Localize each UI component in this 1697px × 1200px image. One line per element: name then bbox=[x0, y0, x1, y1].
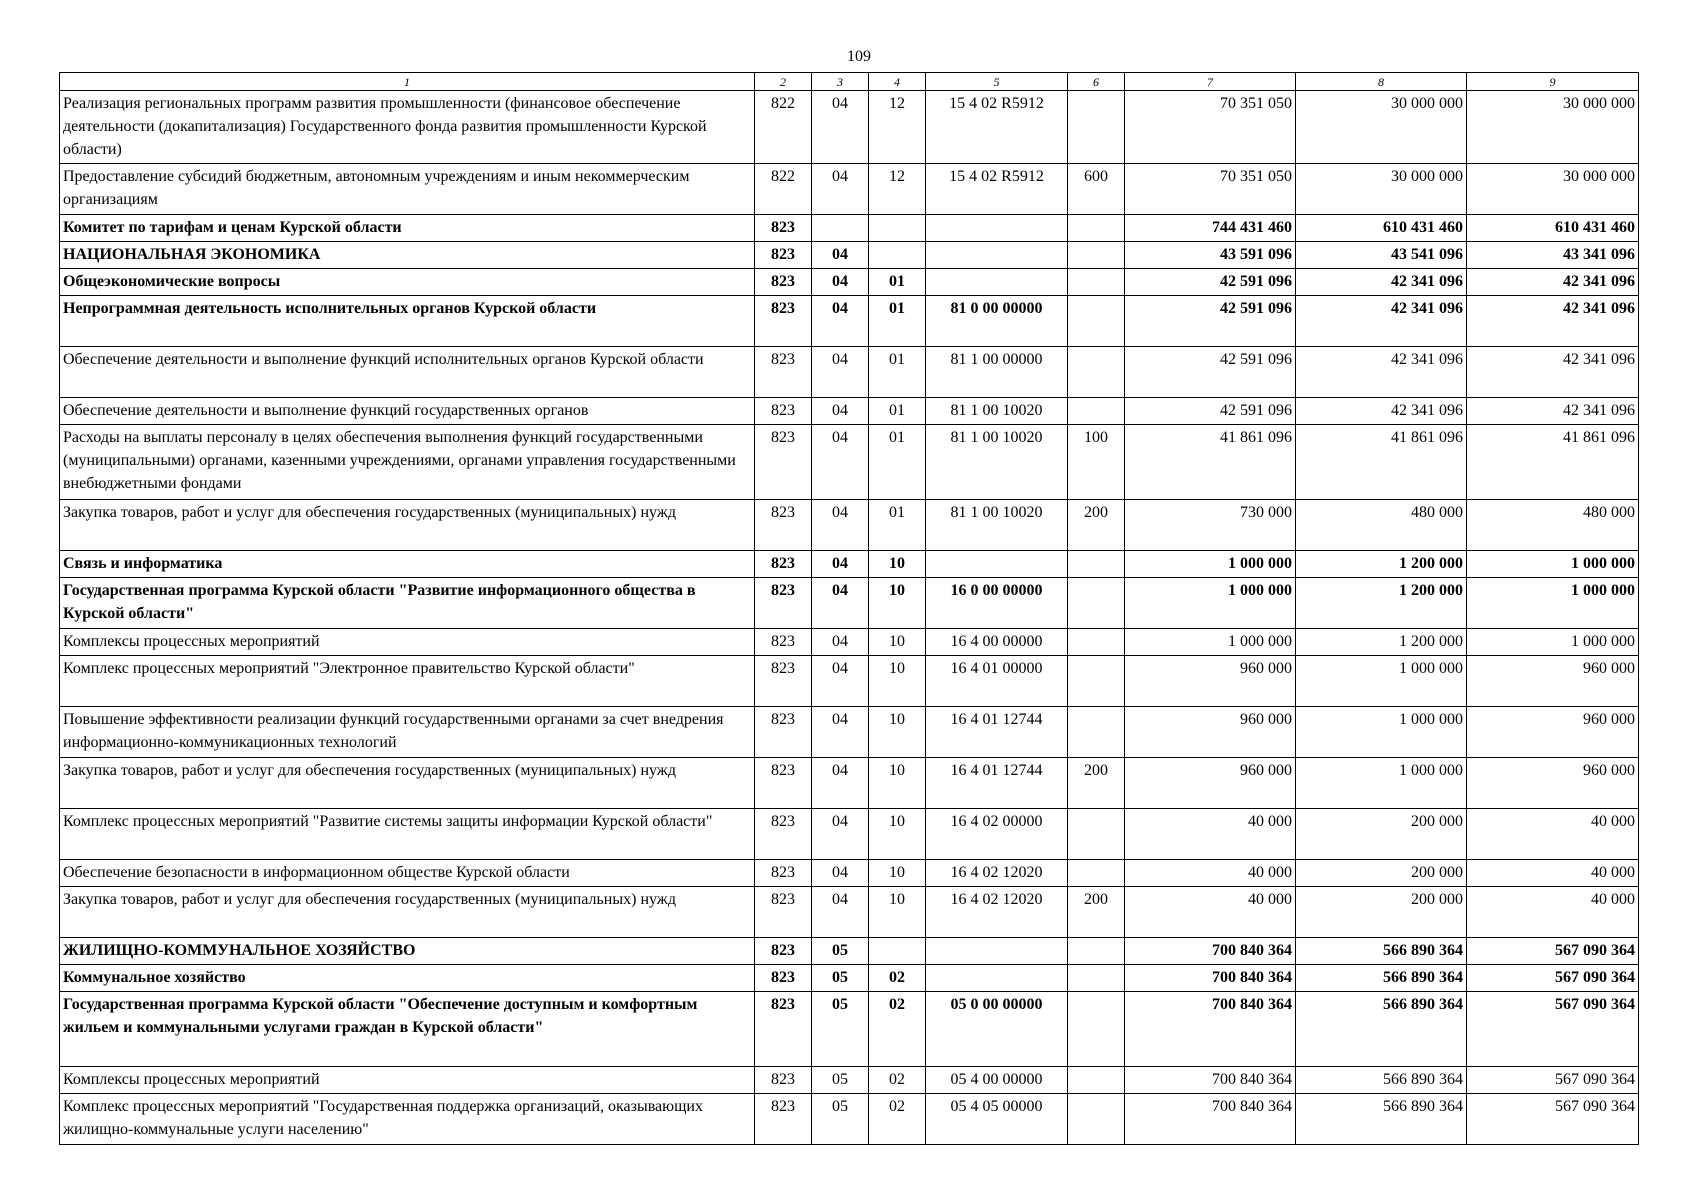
cell-ministry-code: 823 bbox=[755, 992, 812, 1067]
table-row bbox=[60, 269, 1639, 296]
cell-subsection-code: 10 bbox=[869, 656, 926, 707]
cell-amount-year-2: 200 000 bbox=[1296, 860, 1467, 887]
cell-amount-year-1: 744 431 460 bbox=[1125, 215, 1296, 242]
table-header-row bbox=[60, 73, 1639, 91]
cell-target-article: 81 1 00 00000 bbox=[926, 347, 1068, 398]
cell-description: Реализация региональных программ развития промышленности (финансовое обеспечение деятельности (докапитализация) Государственного фонда развития промышленности Курской области) bbox=[60, 91, 755, 164]
cell-target-article bbox=[926, 965, 1068, 992]
cell-subsection-code: 10 bbox=[869, 551, 926, 578]
cell-ministry-code: 823 bbox=[755, 887, 812, 938]
cell-target-article: 81 1 00 10020 bbox=[926, 500, 1068, 551]
header-cell-col-1: 1 bbox=[60, 73, 755, 91]
cell-target-article: 16 4 01 00000 bbox=[926, 656, 1068, 707]
cell-description: Комплекс процессных мероприятий "Государственная поддержка организаций, оказывающих жилищно-коммунальные услуги населению" bbox=[60, 1094, 755, 1145]
cell-target-article: 16 4 01 12744 bbox=[926, 707, 1068, 758]
cell-amount-year-3: 567 090 364 bbox=[1467, 1067, 1639, 1094]
cell-section-code: 04 bbox=[812, 425, 869, 500]
table-row bbox=[60, 296, 1639, 347]
cell-subsection-code: 10 bbox=[869, 629, 926, 656]
cell-description: Обеспечение деятельности и выполнение функций государственных органов bbox=[60, 398, 755, 425]
cell-section-code: 04 bbox=[812, 500, 869, 551]
cell-expense-type bbox=[1068, 707, 1125, 758]
cell-amount-year-1: 700 840 364 bbox=[1125, 992, 1296, 1067]
cell-expense-type bbox=[1068, 269, 1125, 296]
cell-expense-type bbox=[1068, 938, 1125, 965]
cell-subsection-code: 01 bbox=[869, 269, 926, 296]
table-row bbox=[60, 707, 1639, 758]
cell-amount-year-1: 700 840 364 bbox=[1125, 1067, 1296, 1094]
cell-ministry-code: 823 bbox=[755, 398, 812, 425]
cell-section-code: 04 bbox=[812, 269, 869, 296]
cell-amount-year-3: 42 341 096 bbox=[1467, 296, 1639, 347]
cell-target-article: 15 4 02 R5912 bbox=[926, 91, 1068, 164]
cell-target-article: 15 4 02 R5912 bbox=[926, 164, 1068, 215]
cell-amount-year-1: 1 000 000 bbox=[1125, 551, 1296, 578]
cell-ministry-code: 822 bbox=[755, 164, 812, 215]
cell-amount-year-3: 960 000 bbox=[1467, 656, 1639, 707]
table-row bbox=[60, 347, 1639, 398]
cell-ministry-code: 823 bbox=[755, 425, 812, 500]
cell-target-article: 05 4 00 00000 bbox=[926, 1067, 1068, 1094]
cell-section-code: 04 bbox=[812, 347, 869, 398]
header-cell-col-6: 6 bbox=[1068, 73, 1125, 91]
cell-description: Связь и информатика bbox=[60, 551, 755, 578]
cell-expense-type bbox=[1068, 398, 1125, 425]
cell-section-code: 05 bbox=[812, 1067, 869, 1094]
cell-expense-type bbox=[1068, 551, 1125, 578]
cell-expense-type bbox=[1068, 629, 1125, 656]
cell-expense-type bbox=[1068, 860, 1125, 887]
cell-section-code: 04 bbox=[812, 809, 869, 860]
cell-amount-year-2: 566 890 364 bbox=[1296, 1067, 1467, 1094]
cell-subsection-code: 01 bbox=[869, 296, 926, 347]
table-row bbox=[60, 1067, 1639, 1094]
table-row bbox=[60, 992, 1639, 1067]
table-row bbox=[60, 1094, 1639, 1145]
cell-description: Расходы на выплаты персоналу в целях обеспечения выполнения функций государственными (муниципальными) органами, казенными учреждениями, органами управления государственными внебюджетными фондами bbox=[60, 425, 755, 500]
cell-amount-year-2: 1 000 000 bbox=[1296, 758, 1467, 809]
cell-amount-year-3: 40 000 bbox=[1467, 887, 1639, 938]
cell-description: Комплекс процессных мероприятий "Развитие системы защиты информации Курской области" bbox=[60, 809, 755, 860]
cell-description: Государственная программа Курской области "Развитие информационного общества в Курской области" bbox=[60, 578, 755, 629]
table-row bbox=[60, 578, 1639, 629]
cell-subsection-code: 10 bbox=[869, 707, 926, 758]
cell-amount-year-2: 566 890 364 bbox=[1296, 938, 1467, 965]
cell-target-article: 16 4 00 00000 bbox=[926, 629, 1068, 656]
cell-subsection-code: 10 bbox=[869, 809, 926, 860]
cell-ministry-code: 823 bbox=[755, 656, 812, 707]
header-cell-col-8: 8 bbox=[1296, 73, 1467, 91]
cell-description: НАЦИОНАЛЬНАЯ ЭКОНОМИКА bbox=[60, 242, 755, 269]
cell-amount-year-2: 1 000 000 bbox=[1296, 656, 1467, 707]
cell-ministry-code: 823 bbox=[755, 215, 812, 242]
cell-ministry-code: 823 bbox=[755, 551, 812, 578]
cell-section-code: 05 bbox=[812, 965, 869, 992]
table-row bbox=[60, 500, 1639, 551]
cell-subsection-code: 01 bbox=[869, 425, 926, 500]
cell-section-code: 04 bbox=[812, 164, 869, 215]
cell-amount-year-1: 43 591 096 bbox=[1125, 242, 1296, 269]
cell-amount-year-3: 480 000 bbox=[1467, 500, 1639, 551]
cell-amount-year-2: 30 000 000 bbox=[1296, 91, 1467, 164]
cell-amount-year-2: 480 000 bbox=[1296, 500, 1467, 551]
table-row bbox=[60, 887, 1639, 938]
cell-amount-year-2: 1 200 000 bbox=[1296, 629, 1467, 656]
cell-amount-year-3: 30 000 000 bbox=[1467, 91, 1639, 164]
cell-amount-year-2: 1 000 000 bbox=[1296, 707, 1467, 758]
table-row bbox=[60, 215, 1639, 242]
table-row bbox=[60, 551, 1639, 578]
cell-ministry-code: 823 bbox=[755, 938, 812, 965]
cell-amount-year-1: 42 591 096 bbox=[1125, 398, 1296, 425]
table-row bbox=[60, 164, 1639, 215]
cell-subsection-code: 10 bbox=[869, 887, 926, 938]
cell-amount-year-1: 70 351 050 bbox=[1125, 91, 1296, 164]
cell-amount-year-1: 700 840 364 bbox=[1125, 1094, 1296, 1145]
cell-target-article bbox=[926, 551, 1068, 578]
cell-subsection-code: 02 bbox=[869, 992, 926, 1067]
cell-description: Обеспечение деятельности и выполнение функций исполнительных органов Курской области bbox=[60, 347, 755, 398]
cell-description: Государственная программа Курской области "Обеспечение доступным и комфортным жильем и коммунальными услугами граждан в Курской области" bbox=[60, 992, 755, 1067]
cell-description: Закупка товаров, работ и услуг для обеспечения государственных (муниципальных) нужд bbox=[60, 758, 755, 809]
cell-subsection-code: 01 bbox=[869, 398, 926, 425]
cell-amount-year-3: 1 000 000 bbox=[1467, 629, 1639, 656]
header-cell-col-4: 4 bbox=[869, 73, 926, 91]
cell-subsection-code: 12 bbox=[869, 164, 926, 215]
cell-target-article: 16 4 01 12744 bbox=[926, 758, 1068, 809]
cell-amount-year-3: 1 000 000 bbox=[1467, 551, 1639, 578]
cell-amount-year-1: 40 000 bbox=[1125, 809, 1296, 860]
table-row bbox=[60, 425, 1639, 500]
cell-target-article: 81 1 00 10020 bbox=[926, 398, 1068, 425]
cell-ministry-code: 823 bbox=[755, 500, 812, 551]
cell-section-code: 04 bbox=[812, 551, 869, 578]
cell-expense-type bbox=[1068, 242, 1125, 269]
cell-subsection-code: 01 bbox=[869, 347, 926, 398]
cell-section-code: 04 bbox=[812, 91, 869, 164]
cell-subsection-code: 01 bbox=[869, 500, 926, 551]
cell-section-code: 04 bbox=[812, 707, 869, 758]
cell-amount-year-3: 567 090 364 bbox=[1467, 938, 1639, 965]
cell-amount-year-3: 1 000 000 bbox=[1467, 578, 1639, 629]
cell-amount-year-3: 567 090 364 bbox=[1467, 965, 1639, 992]
table-row bbox=[60, 91, 1639, 164]
cell-ministry-code: 823 bbox=[755, 578, 812, 629]
cell-subsection-code bbox=[869, 938, 926, 965]
cell-expense-type: 600 bbox=[1068, 164, 1125, 215]
cell-section-code: 05 bbox=[812, 938, 869, 965]
cell-expense-type bbox=[1068, 809, 1125, 860]
cell-amount-year-1: 730 000 bbox=[1125, 500, 1296, 551]
table-row bbox=[60, 629, 1639, 656]
cell-ministry-code: 823 bbox=[755, 1067, 812, 1094]
cell-amount-year-1: 1 000 000 bbox=[1125, 629, 1296, 656]
budget-table bbox=[59, 72, 1639, 1145]
cell-amount-year-3: 960 000 bbox=[1467, 758, 1639, 809]
cell-amount-year-3: 41 861 096 bbox=[1467, 425, 1639, 500]
cell-amount-year-3: 42 341 096 bbox=[1467, 347, 1639, 398]
cell-amount-year-2: 42 341 096 bbox=[1296, 296, 1467, 347]
cell-expense-type: 200 bbox=[1068, 758, 1125, 809]
cell-target-article: 16 0 00 00000 bbox=[926, 578, 1068, 629]
cell-section-code: 05 bbox=[812, 992, 869, 1067]
cell-amount-year-2: 610 431 460 bbox=[1296, 215, 1467, 242]
cell-amount-year-2: 42 341 096 bbox=[1296, 269, 1467, 296]
header-cell-col-7: 7 bbox=[1125, 73, 1296, 91]
cell-description: Комплекс процессных мероприятий "Электронное правительство Курской области" bbox=[60, 656, 755, 707]
cell-amount-year-2: 200 000 bbox=[1296, 887, 1467, 938]
cell-amount-year-1: 41 861 096 bbox=[1125, 425, 1296, 500]
cell-amount-year-3: 40 000 bbox=[1467, 860, 1639, 887]
cell-target-article: 16 4 02 12020 bbox=[926, 887, 1068, 938]
cell-description: Коммунальное хозяйство bbox=[60, 965, 755, 992]
cell-subsection-code: 02 bbox=[869, 1067, 926, 1094]
cell-section-code: 04 bbox=[812, 578, 869, 629]
cell-section-code: 04 bbox=[812, 296, 869, 347]
cell-amount-year-1: 1 000 000 bbox=[1125, 578, 1296, 629]
cell-expense-type bbox=[1068, 578, 1125, 629]
cell-amount-year-3: 42 341 096 bbox=[1467, 269, 1639, 296]
header-cell-col-3: 3 bbox=[812, 73, 869, 91]
cell-ministry-code: 823 bbox=[755, 242, 812, 269]
cell-section-code: 04 bbox=[812, 656, 869, 707]
cell-amount-year-2: 566 890 364 bbox=[1296, 965, 1467, 992]
header-cell-col-9: 9 bbox=[1467, 73, 1639, 91]
cell-description: Непрограммная деятельность исполнительных органов Курской области bbox=[60, 296, 755, 347]
cell-expense-type bbox=[1068, 965, 1125, 992]
table-row bbox=[60, 965, 1639, 992]
cell-subsection-code: 10 bbox=[869, 860, 926, 887]
cell-amount-year-2: 41 861 096 bbox=[1296, 425, 1467, 500]
cell-amount-year-1: 700 840 364 bbox=[1125, 938, 1296, 965]
cell-target-article bbox=[926, 938, 1068, 965]
cell-expense-type bbox=[1068, 992, 1125, 1067]
cell-ministry-code: 823 bbox=[755, 269, 812, 296]
cell-description: Предоставление субсидий бюджетным, автономным учреждениям и иным некоммерческим организациям bbox=[60, 164, 755, 215]
cell-amount-year-2: 1 200 000 bbox=[1296, 551, 1467, 578]
cell-amount-year-1: 40 000 bbox=[1125, 887, 1296, 938]
cell-ministry-code: 822 bbox=[755, 91, 812, 164]
cell-subsection-code: 12 bbox=[869, 91, 926, 164]
header-cell-col-2: 2 bbox=[755, 73, 812, 91]
cell-amount-year-1: 42 591 096 bbox=[1125, 296, 1296, 347]
cell-amount-year-2: 200 000 bbox=[1296, 809, 1467, 860]
cell-ministry-code: 823 bbox=[755, 860, 812, 887]
cell-expense-type bbox=[1068, 1094, 1125, 1145]
cell-target-article: 05 4 05 00000 bbox=[926, 1094, 1068, 1145]
cell-amount-year-2: 42 341 096 bbox=[1296, 347, 1467, 398]
table-row bbox=[60, 242, 1639, 269]
cell-target-article: 16 4 02 00000 bbox=[926, 809, 1068, 860]
cell-subsection-code: 10 bbox=[869, 758, 926, 809]
cell-description: Комитет по тарифам и ценам Курской области bbox=[60, 215, 755, 242]
cell-section-code: 04 bbox=[812, 242, 869, 269]
cell-subsection-code bbox=[869, 215, 926, 242]
cell-amount-year-3: 42 341 096 bbox=[1467, 398, 1639, 425]
cell-amount-year-3: 960 000 bbox=[1467, 707, 1639, 758]
cell-description: Комплексы процессных мероприятий bbox=[60, 629, 755, 656]
cell-description: ЖИЛИЩНО-КОММУНАЛЬНОЕ ХОЗЯЙСТВО bbox=[60, 938, 755, 965]
cell-amount-year-3: 567 090 364 bbox=[1467, 1094, 1639, 1145]
cell-target-article: 16 4 02 12020 bbox=[926, 860, 1068, 887]
cell-expense-type bbox=[1068, 347, 1125, 398]
cell-expense-type bbox=[1068, 296, 1125, 347]
cell-ministry-code: 823 bbox=[755, 758, 812, 809]
cell-ministry-code: 823 bbox=[755, 629, 812, 656]
table-row bbox=[60, 938, 1639, 965]
cell-subsection-code: 02 bbox=[869, 965, 926, 992]
cell-target-article bbox=[926, 269, 1068, 296]
cell-amount-year-2: 43 541 096 bbox=[1296, 242, 1467, 269]
cell-description: Комплексы процессных мероприятий bbox=[60, 1067, 755, 1094]
cell-ministry-code: 823 bbox=[755, 965, 812, 992]
table-row bbox=[60, 809, 1639, 860]
cell-expense-type bbox=[1068, 1067, 1125, 1094]
cell-expense-type bbox=[1068, 91, 1125, 164]
cell-ministry-code: 823 bbox=[755, 707, 812, 758]
cell-expense-type bbox=[1068, 656, 1125, 707]
cell-amount-year-2: 30 000 000 bbox=[1296, 164, 1467, 215]
cell-amount-year-1: 42 591 096 bbox=[1125, 347, 1296, 398]
cell-expense-type bbox=[1068, 215, 1125, 242]
cell-ministry-code: 823 bbox=[755, 809, 812, 860]
page-number: 109 bbox=[847, 48, 871, 65]
cell-amount-year-2: 566 890 364 bbox=[1296, 992, 1467, 1067]
cell-description: Общеэкономические вопросы bbox=[60, 269, 755, 296]
table-body bbox=[60, 73, 1639, 1145]
cell-target-article bbox=[926, 215, 1068, 242]
cell-amount-year-3: 610 431 460 bbox=[1467, 215, 1639, 242]
cell-target-article bbox=[926, 242, 1068, 269]
header-cell-col-5: 5 bbox=[926, 73, 1068, 91]
cell-amount-year-3: 30 000 000 bbox=[1467, 164, 1639, 215]
cell-section-code: 04 bbox=[812, 629, 869, 656]
cell-amount-year-1: 42 591 096 bbox=[1125, 269, 1296, 296]
table-row bbox=[60, 656, 1639, 707]
cell-amount-year-2: 566 890 364 bbox=[1296, 1094, 1467, 1145]
cell-amount-year-1: 960 000 bbox=[1125, 656, 1296, 707]
cell-ministry-code: 823 bbox=[755, 1094, 812, 1145]
cell-target-article: 81 0 00 00000 bbox=[926, 296, 1068, 347]
cell-amount-year-3: 40 000 bbox=[1467, 809, 1639, 860]
cell-section-code: 04 bbox=[812, 758, 869, 809]
cell-section-code bbox=[812, 215, 869, 242]
cell-expense-type: 200 bbox=[1068, 500, 1125, 551]
cell-section-code: 05 bbox=[812, 1094, 869, 1145]
cell-amount-year-3: 567 090 364 bbox=[1467, 992, 1639, 1067]
cell-amount-year-3: 43 341 096 bbox=[1467, 242, 1639, 269]
cell-expense-type: 100 bbox=[1068, 425, 1125, 500]
cell-amount-year-1: 960 000 bbox=[1125, 707, 1296, 758]
cell-target-article: 81 1 00 10020 bbox=[926, 425, 1068, 500]
cell-amount-year-1: 700 840 364 bbox=[1125, 965, 1296, 992]
cell-amount-year-1: 960 000 bbox=[1125, 758, 1296, 809]
cell-amount-year-1: 40 000 bbox=[1125, 860, 1296, 887]
cell-subsection-code: 10 bbox=[869, 578, 926, 629]
cell-ministry-code: 823 bbox=[755, 296, 812, 347]
cell-description: Закупка товаров, работ и услуг для обеспечения государственных (муниципальных) нужд bbox=[60, 500, 755, 551]
table-row bbox=[60, 398, 1639, 425]
table-row bbox=[60, 758, 1639, 809]
cell-description: Повышение эффективности реализации функций государственными органами за счет внедрения информационно-коммуникационных технологий bbox=[60, 707, 755, 758]
cell-section-code: 04 bbox=[812, 398, 869, 425]
table-row bbox=[60, 860, 1639, 887]
cell-section-code: 04 bbox=[812, 860, 869, 887]
cell-description: Закупка товаров, работ и услуг для обеспечения государственных (муниципальных) нужд bbox=[60, 887, 755, 938]
cell-amount-year-2: 42 341 096 bbox=[1296, 398, 1467, 425]
cell-ministry-code: 823 bbox=[755, 347, 812, 398]
cell-target-article: 05 0 00 00000 bbox=[926, 992, 1068, 1067]
cell-section-code: 04 bbox=[812, 887, 869, 938]
cell-description: Обеспечение безопасности в информационном обществе Курской области bbox=[60, 860, 755, 887]
cell-subsection-code: 02 bbox=[869, 1094, 926, 1145]
cell-amount-year-1: 70 351 050 bbox=[1125, 164, 1296, 215]
cell-amount-year-2: 1 200 000 bbox=[1296, 578, 1467, 629]
cell-subsection-code bbox=[869, 242, 926, 269]
cell-expense-type: 200 bbox=[1068, 887, 1125, 938]
